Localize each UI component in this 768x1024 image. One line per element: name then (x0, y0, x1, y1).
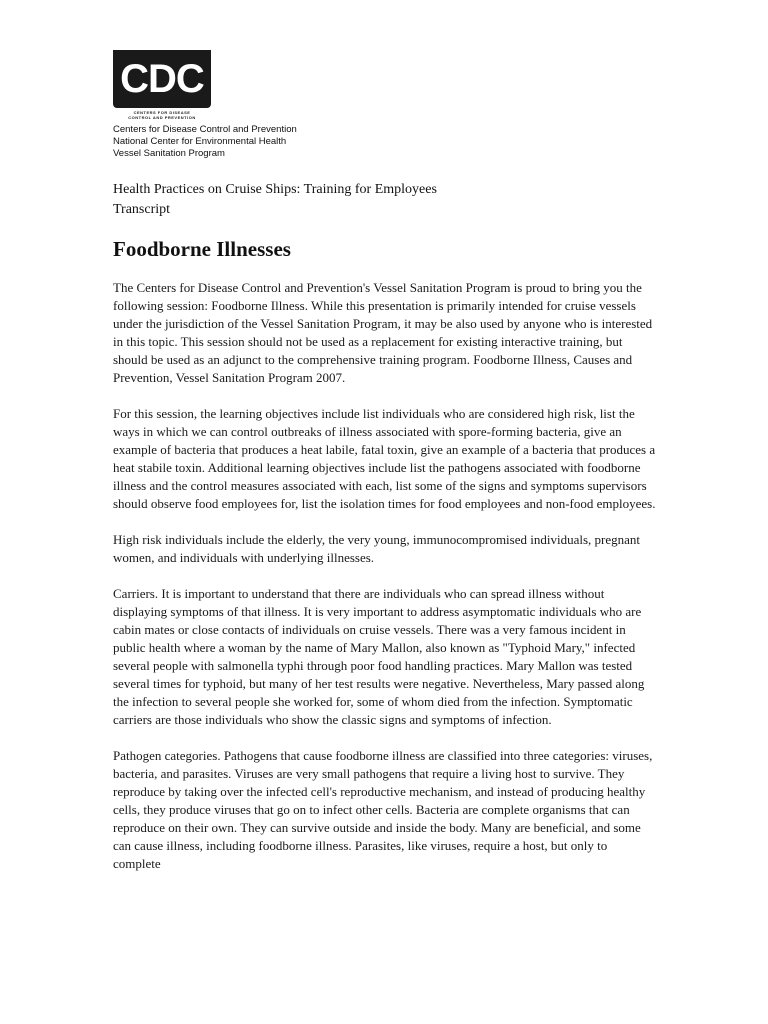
org-line-nceh: National Center for Environmental Health (113, 136, 287, 147)
body-text (113, 279, 658, 891)
cdc-logo-tagline-line2: CONTROL AND PREVENTION (128, 115, 196, 120)
paragraph-intro: The Centers for Disease Control and Prevention's Vessel Sanitation Program is proud to bring you the following session: Foodborne Illness. While this presentation is primarily intended for cruise vessels under the jurisdiction of the Vessel Sanitation Program, it may be also used by anyone who is interested in this topic. This session should not be used as a replacement for existing interactive training, but should be used as an adjunct to the comprehensive training program. Foodborne Illness, Causes and Prevention, Vessel Sanitation Program 2007. (113, 280, 653, 385)
heading-transcript-label: Transcript (113, 202, 171, 217)
cdc-logo-tagline (113, 110, 211, 120)
org-line-cdc: Centers for Disease Control and Prevention (113, 124, 297, 135)
cdc-logo-tagline-line1: CENTERS FOR DISEASE (133, 110, 191, 115)
page-title: Foodborne Illnesses (113, 237, 291, 261)
paragraph-objectives: For this session, the learning objectives include list individuals who are considered high risk, list the ways in which we can control outbreaks of illness associated with spore-forming bacteria, give an example of bacteria that produces a heat labile, fatal toxin, give an example of a bacteria that produces a heat stabile toxin. Additional learning objectives include list the pathogens associated with foodborne illness and the control measures associated with each, list some of the signs and symptoms supervisors should observe food employees for, list the isolation times for food employees and non-food employees. (113, 406, 656, 511)
document-heading (113, 180, 437, 220)
paragraph-carriers: Carriers. It is important to understand that there are individuals who can spread illness without displaying symptoms of that illness. It is very important to address asymptomatic individuals who are cabin mates or close contacts of individuals on cruise vessels. There was a very famous incident in public health where a woman by the name of Mary Mallon, also known as "Typhoid Mary," infected several people with salmonella typhi through poor food handling practices. Mary Mallon was tested several times for typhoid, but many of her test results were negative. Nevertheless, Mary passed along the infection to several people she worked for, some of whom died from the infection. Symptomatic carriers are those individuals who show the classic signs and symptoms of infection. (113, 586, 645, 727)
paragraph-high-risk: High risk individuals include the elderly, the very young, immunocompromised individuals, pregnant women, and individuals with underlying illnesses. (113, 532, 641, 565)
cdc-logo (113, 50, 211, 124)
heading-course-title: Health Practices on Cruise Ships: Training for Employees (113, 182, 437, 197)
cdc-logo-badge (113, 50, 211, 108)
cdc-logo-text: CDC (120, 57, 204, 101)
paragraph-pathogen-categories: Pathogen categories. Pathogens that cause foodborne illness are classified into three categories: viruses, bacteria, and parasites. Viruses are very small pathogens that require a living host to survive. They reproduce by taking over the infected cell's reproductive mechanism, and instead of producing healthy cells, they produce viruses that go on to infect other cells. Bacteria are complete organisms that can reproduce on their own. They can survive outside and inside the body. Many are beneficial, and some can cause illness, including foodborne illness. Parasites, like viruses, require a host, but only to complete (113, 748, 653, 871)
org-line-vsp: Vessel Sanitation Program (113, 148, 225, 159)
organization-block (113, 124, 297, 160)
